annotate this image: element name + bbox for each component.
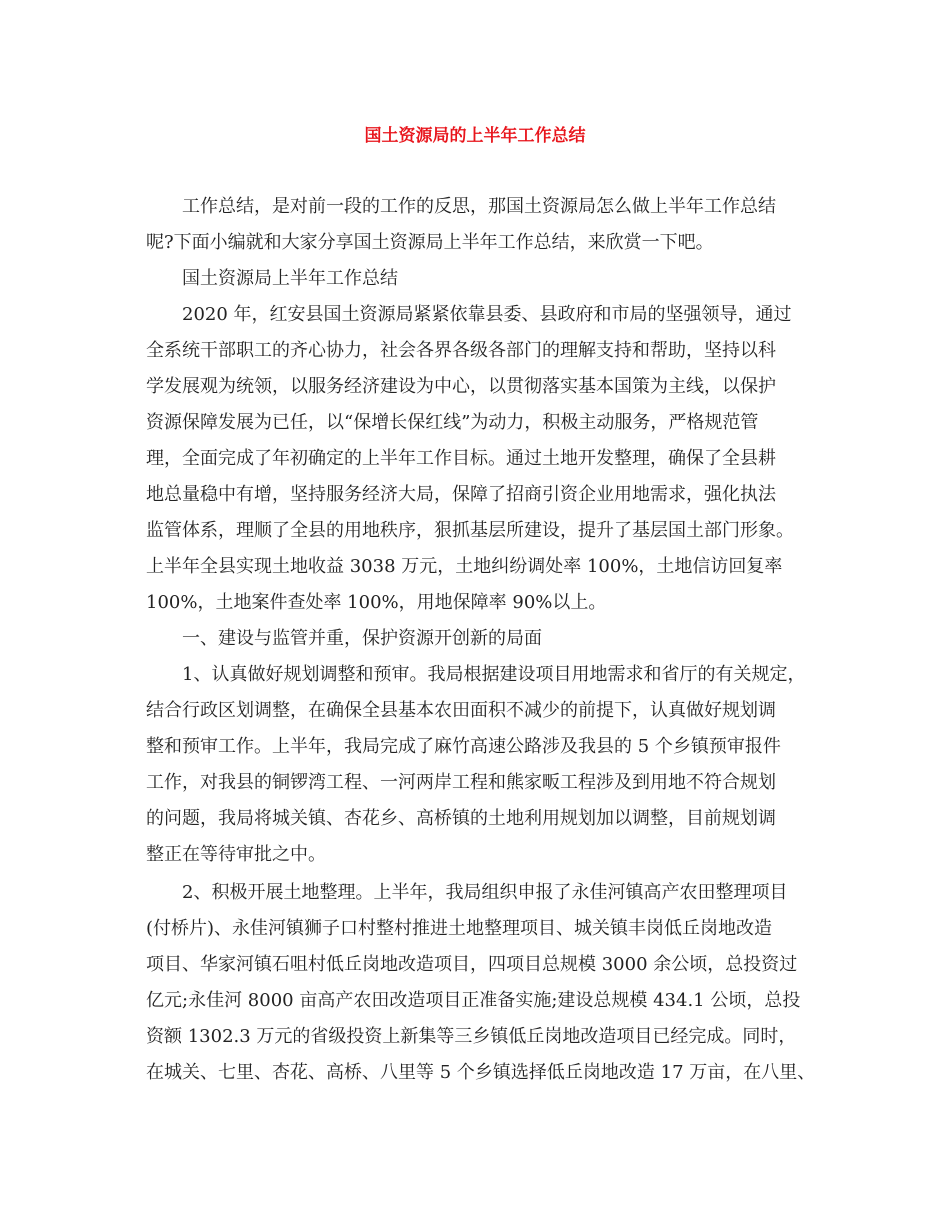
- paragraph-line: 地总量稳中有增，坚持服务经济大局，保障了招商引资企业用地需求，强化执法: [146, 484, 776, 505]
- paragraph-line: 项目、华家河镇石咀村低丘岗地改造项目，四项目总规模 3000 余公顷，总投资过: [146, 954, 798, 975]
- paragraph-line: 监管体系，理顺了全县的用地秩序，狠抓基层所建设，提升了基层国土部门形象。: [146, 520, 794, 541]
- paragraph-line: 资源保障发展为已任，以“保增长保红线”为动力，积极主动服务，严格规范管: [146, 412, 759, 433]
- paragraph-line: 2020 年，红安县国土资源局紧紧依靠县委、县政府和市局的坚强领导，通过: [182, 304, 792, 325]
- paragraph-line: 理，全面完成了年初确定的上半年工作目标。通过土地开发整理，确保了全县耕: [146, 448, 776, 469]
- paragraph-line: 整正在等待审批之中。: [146, 844, 326, 865]
- paragraph-line: 资额 1302.3 万元的省级投资上新集等三乡镇低丘岗地改造项目已经完成。同时，: [146, 1026, 797, 1047]
- paragraph-line: 上半年全县实现土地收益 3038 万元，土地纠纷调处率 100%，土地信访回复率: [146, 556, 783, 577]
- paragraph-line: 学发展观为统领，以服务经济建设为中心，以贯彻落实基本国策为主线，以保护: [146, 376, 776, 397]
- document-title: 国土资源局的上半年工作总结: [364, 126, 586, 146]
- paragraph-line: 工作，对我县的铜锣湾工程、一河两岸工程和熊家畈工程涉及到用地不符合规划: [146, 772, 776, 793]
- section-heading: 一、建设与监管并重，保护资源开创新的局面: [182, 628, 542, 649]
- paragraph-line: 工作总结，是对前一段的工作的反思，那国土资源局怎么做上半年工作总结: [182, 196, 776, 217]
- paragraph-line: 国土资源局上半年工作总结: [182, 268, 398, 289]
- paragraph-line: 亿元;永佳河 8000 亩高产农田改造项目正准备实施;建设总规模 434.1 公顷，总投: [146, 990, 801, 1011]
- paragraph-line: 2、积极开展土地整理。上半年，我局组织申报了永佳河镇高产农田整理项目: [182, 882, 788, 903]
- paragraph-line: 全系统干部职工的齐心协力，社会各界各级各部门的理解支持和帮助，坚持以科: [146, 340, 776, 361]
- paragraph-line: 呢?下面小编就和大家分享国土资源局上半年工作总结，来欣赏一下吧。: [146, 232, 714, 253]
- paragraph-line: 整和预审工作。上半年，我局完成了麻竹高速公路涉及我县的 5 个乡镇预审报件: [146, 736, 781, 757]
- paragraph-line: 的问题，我局将城关镇、杏花乡、高桥镇的土地利用规划加以调整，目前规划调: [146, 808, 776, 829]
- paragraph-line: 在城关、七里、杏花、高桥、八里等 5 个乡镇选择低丘岗地改造 17 万亩，在八里、: [146, 1062, 816, 1083]
- paragraph-line: 100%，土地案件查处率 100%，用地保障率 90%以上。: [146, 592, 607, 613]
- paragraph-line: (付桥片)、永佳河镇狮子口村整村推进土地整理项目、城关镇丰岗低丘岗地改造: [146, 918, 773, 939]
- paragraph-line: 1、认真做好规划调整和预审。我局根据建设项目用地需求和省厅的有关规定，: [182, 664, 806, 685]
- paragraph-line: 结合行政区划调整，在确保全县基本农田面积不减少的前提下，认真做好规划调: [146, 700, 776, 721]
